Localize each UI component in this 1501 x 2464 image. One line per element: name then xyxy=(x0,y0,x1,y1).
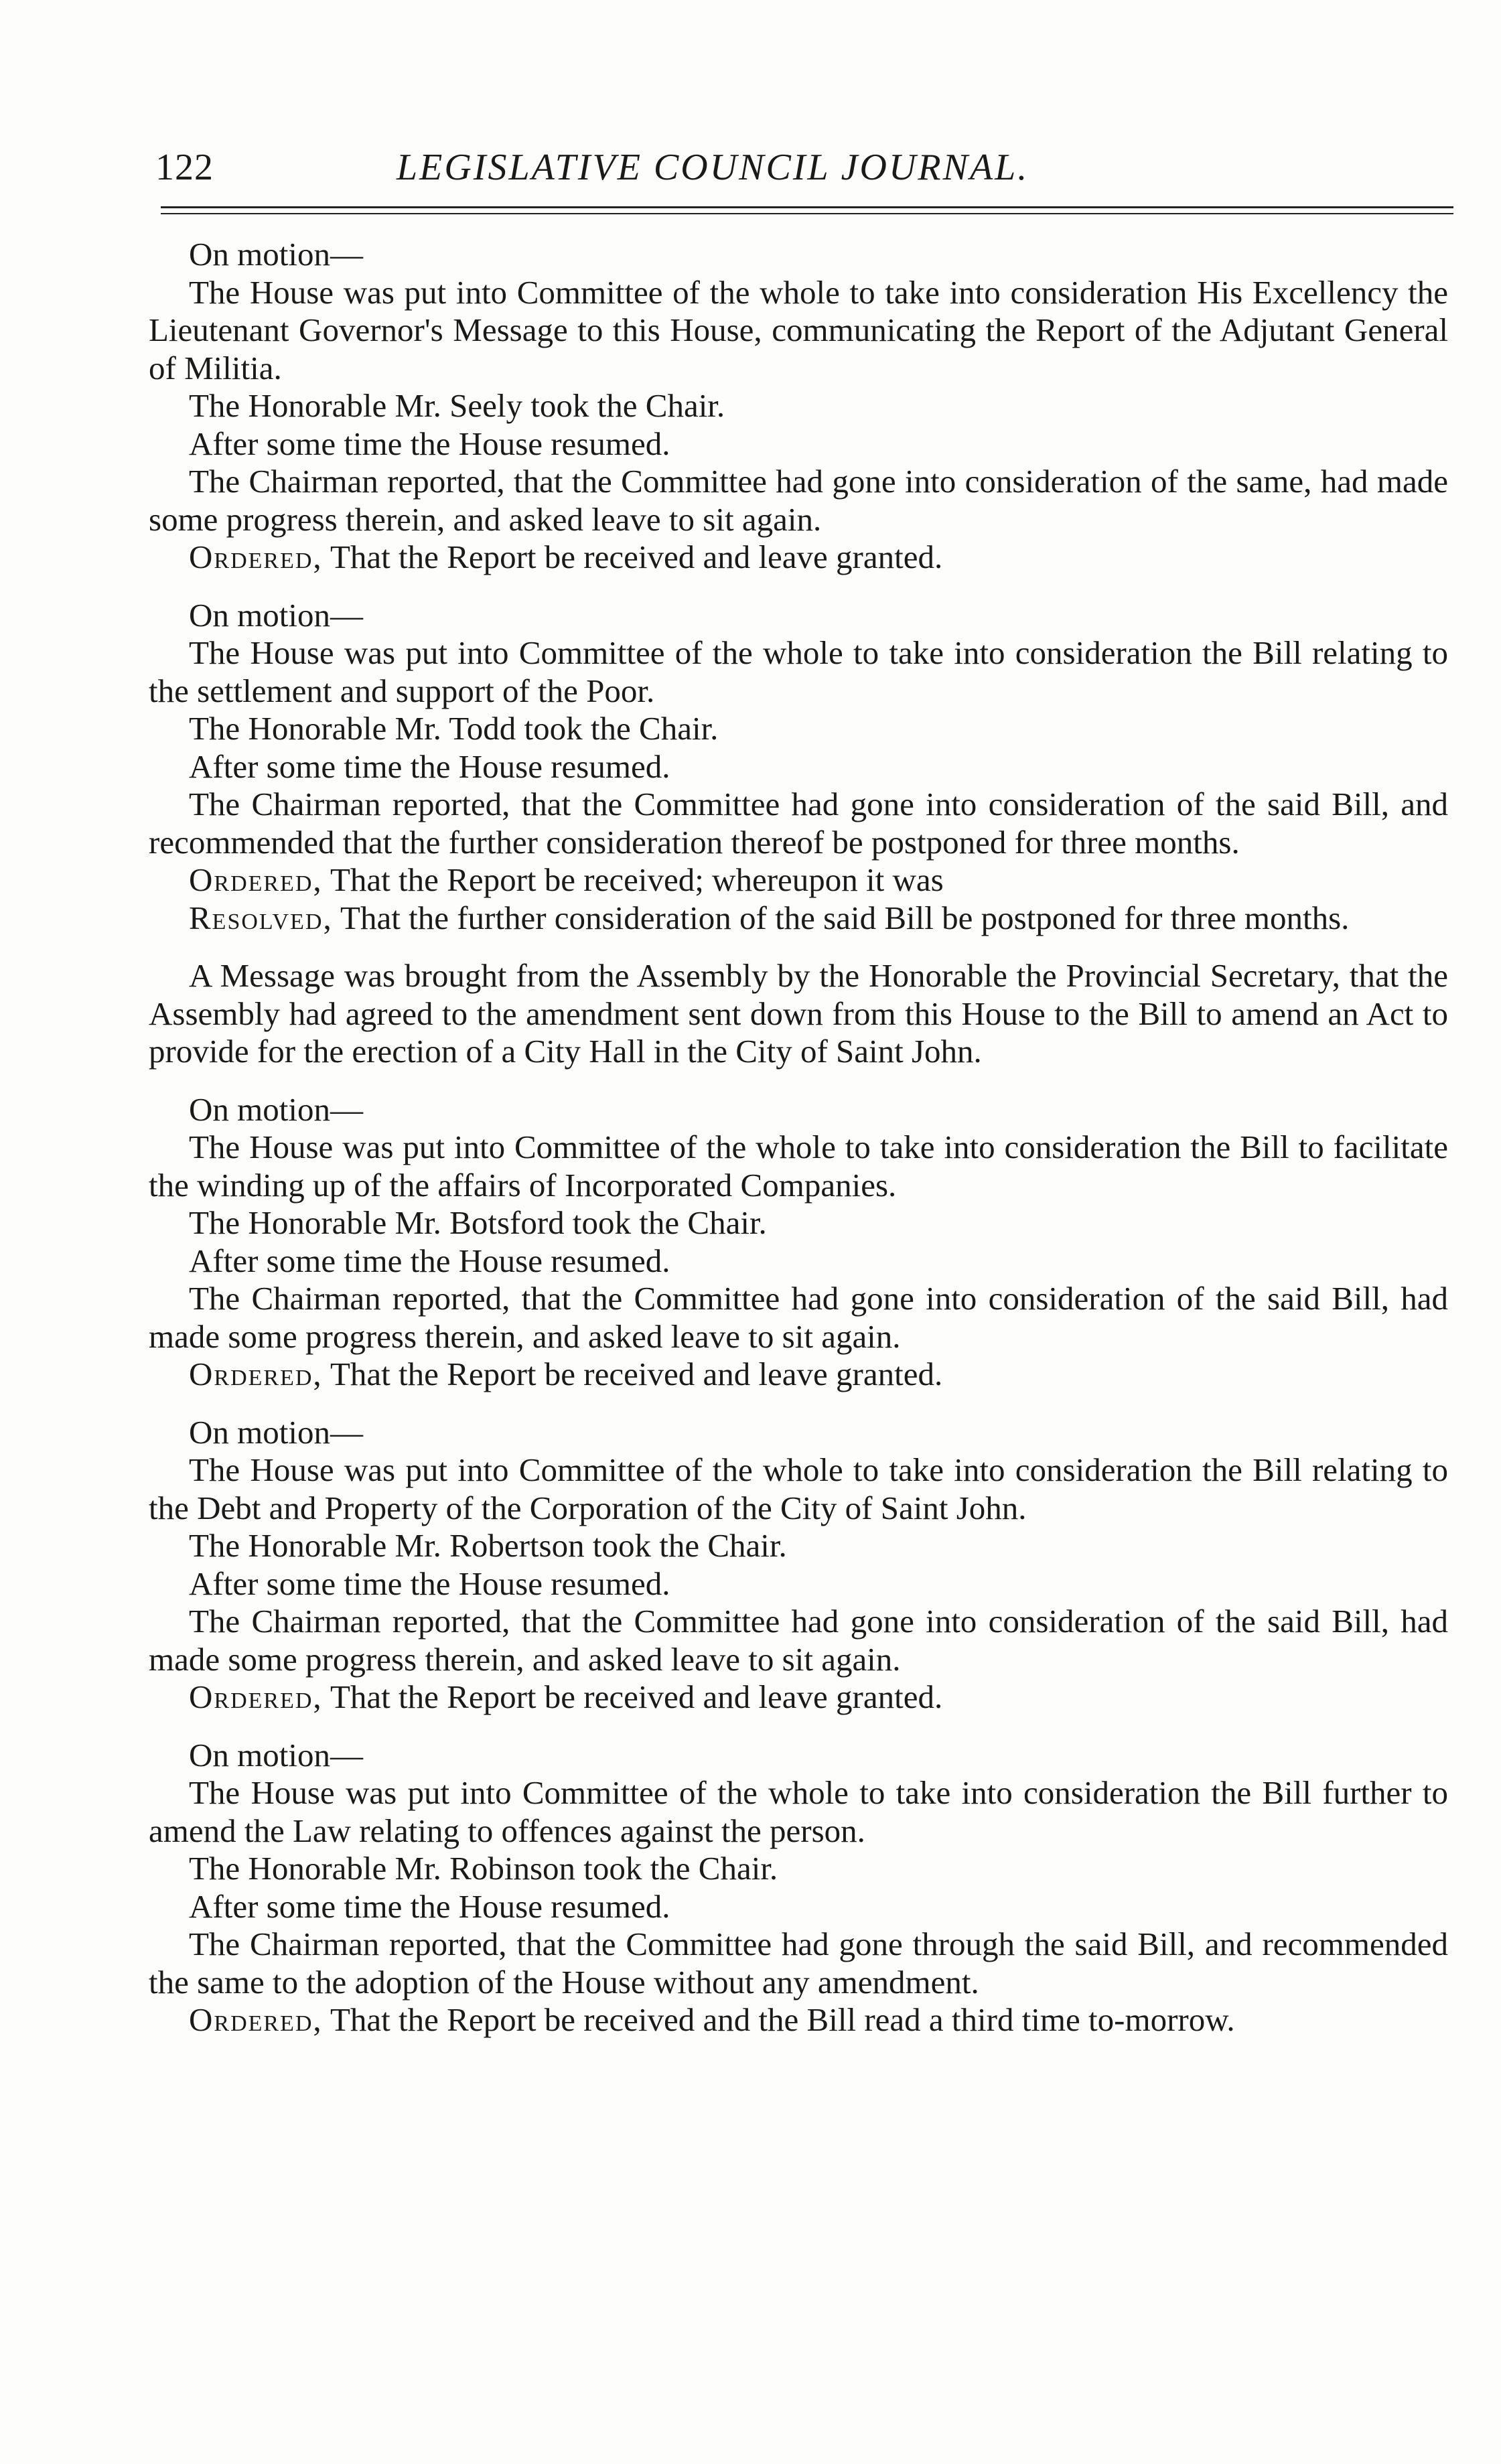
entry-paragraph xyxy=(149,1242,1448,1281)
paragraph-text: The House was put into Committee of the whole to take into consideration the Bill to facilitate the winding up of the affairs of Incorporated Companies. xyxy=(149,1129,1448,1204)
paragraph-text: The Honorable Mr. Todd took the Chair. xyxy=(189,710,719,747)
page-number: 122 xyxy=(155,147,214,188)
entry-paragraph xyxy=(149,710,1448,748)
entry-paragraph xyxy=(149,748,1448,786)
paragraph-text: The House was put into Committee of the whole to take into consideration the Bill relating to the Debt and Property of the Corporation of the City of Saint John. xyxy=(149,1451,1448,1526)
paragraph-text: That the Report be received and leave granted. xyxy=(322,1356,943,1392)
journal-entry xyxy=(149,1414,1448,1717)
journal-entry xyxy=(149,1737,1448,2039)
paragraph-text: That the Report be received and leave granted. xyxy=(322,1678,943,1715)
entry-paragraph xyxy=(149,1280,1448,1356)
entry-paragraph xyxy=(149,1451,1448,1527)
paragraph-text: On motion— xyxy=(189,596,363,634)
paragraph-text: That the Report be received and the Bill read a third time to-morrow. xyxy=(322,2001,1235,2038)
entry-paragraph xyxy=(149,1850,1448,1888)
paragraph-text: That the further consideration of the said Bill be postponed for three months. xyxy=(332,899,1350,936)
entry-paragraph xyxy=(149,1204,1448,1242)
paragraph-text: The House was put into Committee of the whole to take into consideration His Excellency the Lieutenant Governor's Message to this House, communicating the Report of the Adjutant General of Militia. xyxy=(149,273,1448,386)
paragraph-text: The Chairman reported, that the Committee had gone into consideration of the said Bill, had made some progress therein, and asked leave to sit again. xyxy=(149,1603,1448,1678)
entry-paragraph xyxy=(149,634,1448,710)
paragraph-text: The Chairman reported, that the Committee had gone through the said Bill, and recommended the same to the adoption of the House without any amendment. xyxy=(149,1926,1448,2001)
entry-paragraph xyxy=(149,861,1448,899)
entry-paragraph xyxy=(149,1888,1448,1926)
entry-paragraph xyxy=(149,274,1448,388)
entry-paragraph xyxy=(149,1926,1448,2001)
paragraph-text: On motion— xyxy=(189,1090,363,1128)
paragraph-text: The Honorable Mr. Robinson took the Chair. xyxy=(189,1850,778,1887)
entry-paragraph xyxy=(149,1527,1448,1565)
paragraph-text: The Honorable Mr. Botsford took the Chair. xyxy=(189,1204,767,1241)
motion-heading xyxy=(149,1091,1448,1129)
entry-paragraph xyxy=(149,957,1448,1071)
entry-paragraph xyxy=(149,1565,1448,1603)
motion-heading xyxy=(149,597,1448,635)
entry-paragraph xyxy=(149,425,1448,463)
entry-paragraph xyxy=(149,1603,1448,1678)
motion-heading xyxy=(149,1414,1448,1452)
order-keyword: Resolved, xyxy=(189,899,333,936)
journal-body xyxy=(149,236,1448,2059)
entry-paragraph xyxy=(149,1129,1448,1204)
motion-heading xyxy=(149,236,1448,274)
journal-entry xyxy=(149,597,1448,938)
entry-paragraph xyxy=(149,899,1448,938)
motion-heading xyxy=(149,1737,1448,1775)
paragraph-text: A Message was brought from the Assembly by the Honorable the Provincial Secretary, that the Assembly had agreed to the amendment sent down from this House to the Bill to amend an Act to provide for the erection of a City Hall in the City of Saint John. xyxy=(149,957,1448,1070)
order-keyword: Ordered, xyxy=(189,2001,323,2038)
journal-entry xyxy=(149,1091,1448,1394)
entry-paragraph xyxy=(149,463,1448,538)
page-header xyxy=(155,146,1461,200)
order-keyword: Ordered, xyxy=(189,1356,323,1392)
entry-paragraph xyxy=(149,538,1448,577)
order-keyword: Ordered, xyxy=(189,861,323,898)
paragraph-text: After some time the House resumed. xyxy=(189,1565,670,1602)
paragraph-text: On motion— xyxy=(189,236,363,273)
paragraph-text: The Chairman reported, that the Committee had gone into consideration of the same, had made some progress therein, and asked leave to sit again. xyxy=(149,463,1448,538)
order-keyword: Ordered, xyxy=(189,1678,323,1715)
entry-paragraph xyxy=(149,1774,1448,1850)
paragraph-text: After some time the House resumed. xyxy=(189,747,670,785)
journal-entry xyxy=(149,236,1448,577)
journal-entry xyxy=(149,957,1448,1071)
paragraph-text: The Chairman reported, that the Committee had gone into consideration of the said Bill, and recommended that the further consideration thereof be postponed for three months. xyxy=(149,786,1448,861)
paragraph-text: The Honorable Mr. Robertson took the Chair. xyxy=(189,1527,787,1564)
paragraph-text: That the Report be received and leave granted. xyxy=(322,538,943,575)
entry-paragraph xyxy=(149,387,1448,425)
paragraph-text: The Chairman reported, that the Committee had gone into consideration of the said Bill, had made some progress therein, and asked leave to sit again. xyxy=(149,1280,1448,1355)
paragraph-text: The House was put into Committee of the whole to take into consideration the Bill relating to the settlement and support of the Poor. xyxy=(149,634,1448,709)
paragraph-text: The Honorable Mr. Seely took the Chair. xyxy=(189,387,725,424)
running-title: LEGISLATIVE COUNCIL JOURNAL. xyxy=(397,147,1029,188)
paragraph-text: After some time the House resumed. xyxy=(189,425,670,462)
order-keyword: Ordered, xyxy=(189,538,323,575)
paragraph-text: That the Report be received; whereupon it was xyxy=(322,861,944,898)
paragraph-text: After some time the House resumed. xyxy=(189,1887,670,1925)
header-rule xyxy=(161,206,1453,208)
entry-paragraph xyxy=(149,786,1448,861)
header-rule-thin xyxy=(161,213,1453,214)
paragraph-text: On motion— xyxy=(189,1736,363,1773)
paragraph-text: On motion— xyxy=(189,1413,363,1451)
entry-paragraph xyxy=(149,2001,1448,2039)
entry-paragraph xyxy=(149,1678,1448,1717)
entry-paragraph xyxy=(149,1356,1448,1394)
paragraph-text: After some time the House resumed. xyxy=(189,1242,670,1279)
paragraph-text: The House was put into Committee of the whole to take into consideration the Bill further to amend the Law relating to offences against the person. xyxy=(149,1774,1448,1849)
